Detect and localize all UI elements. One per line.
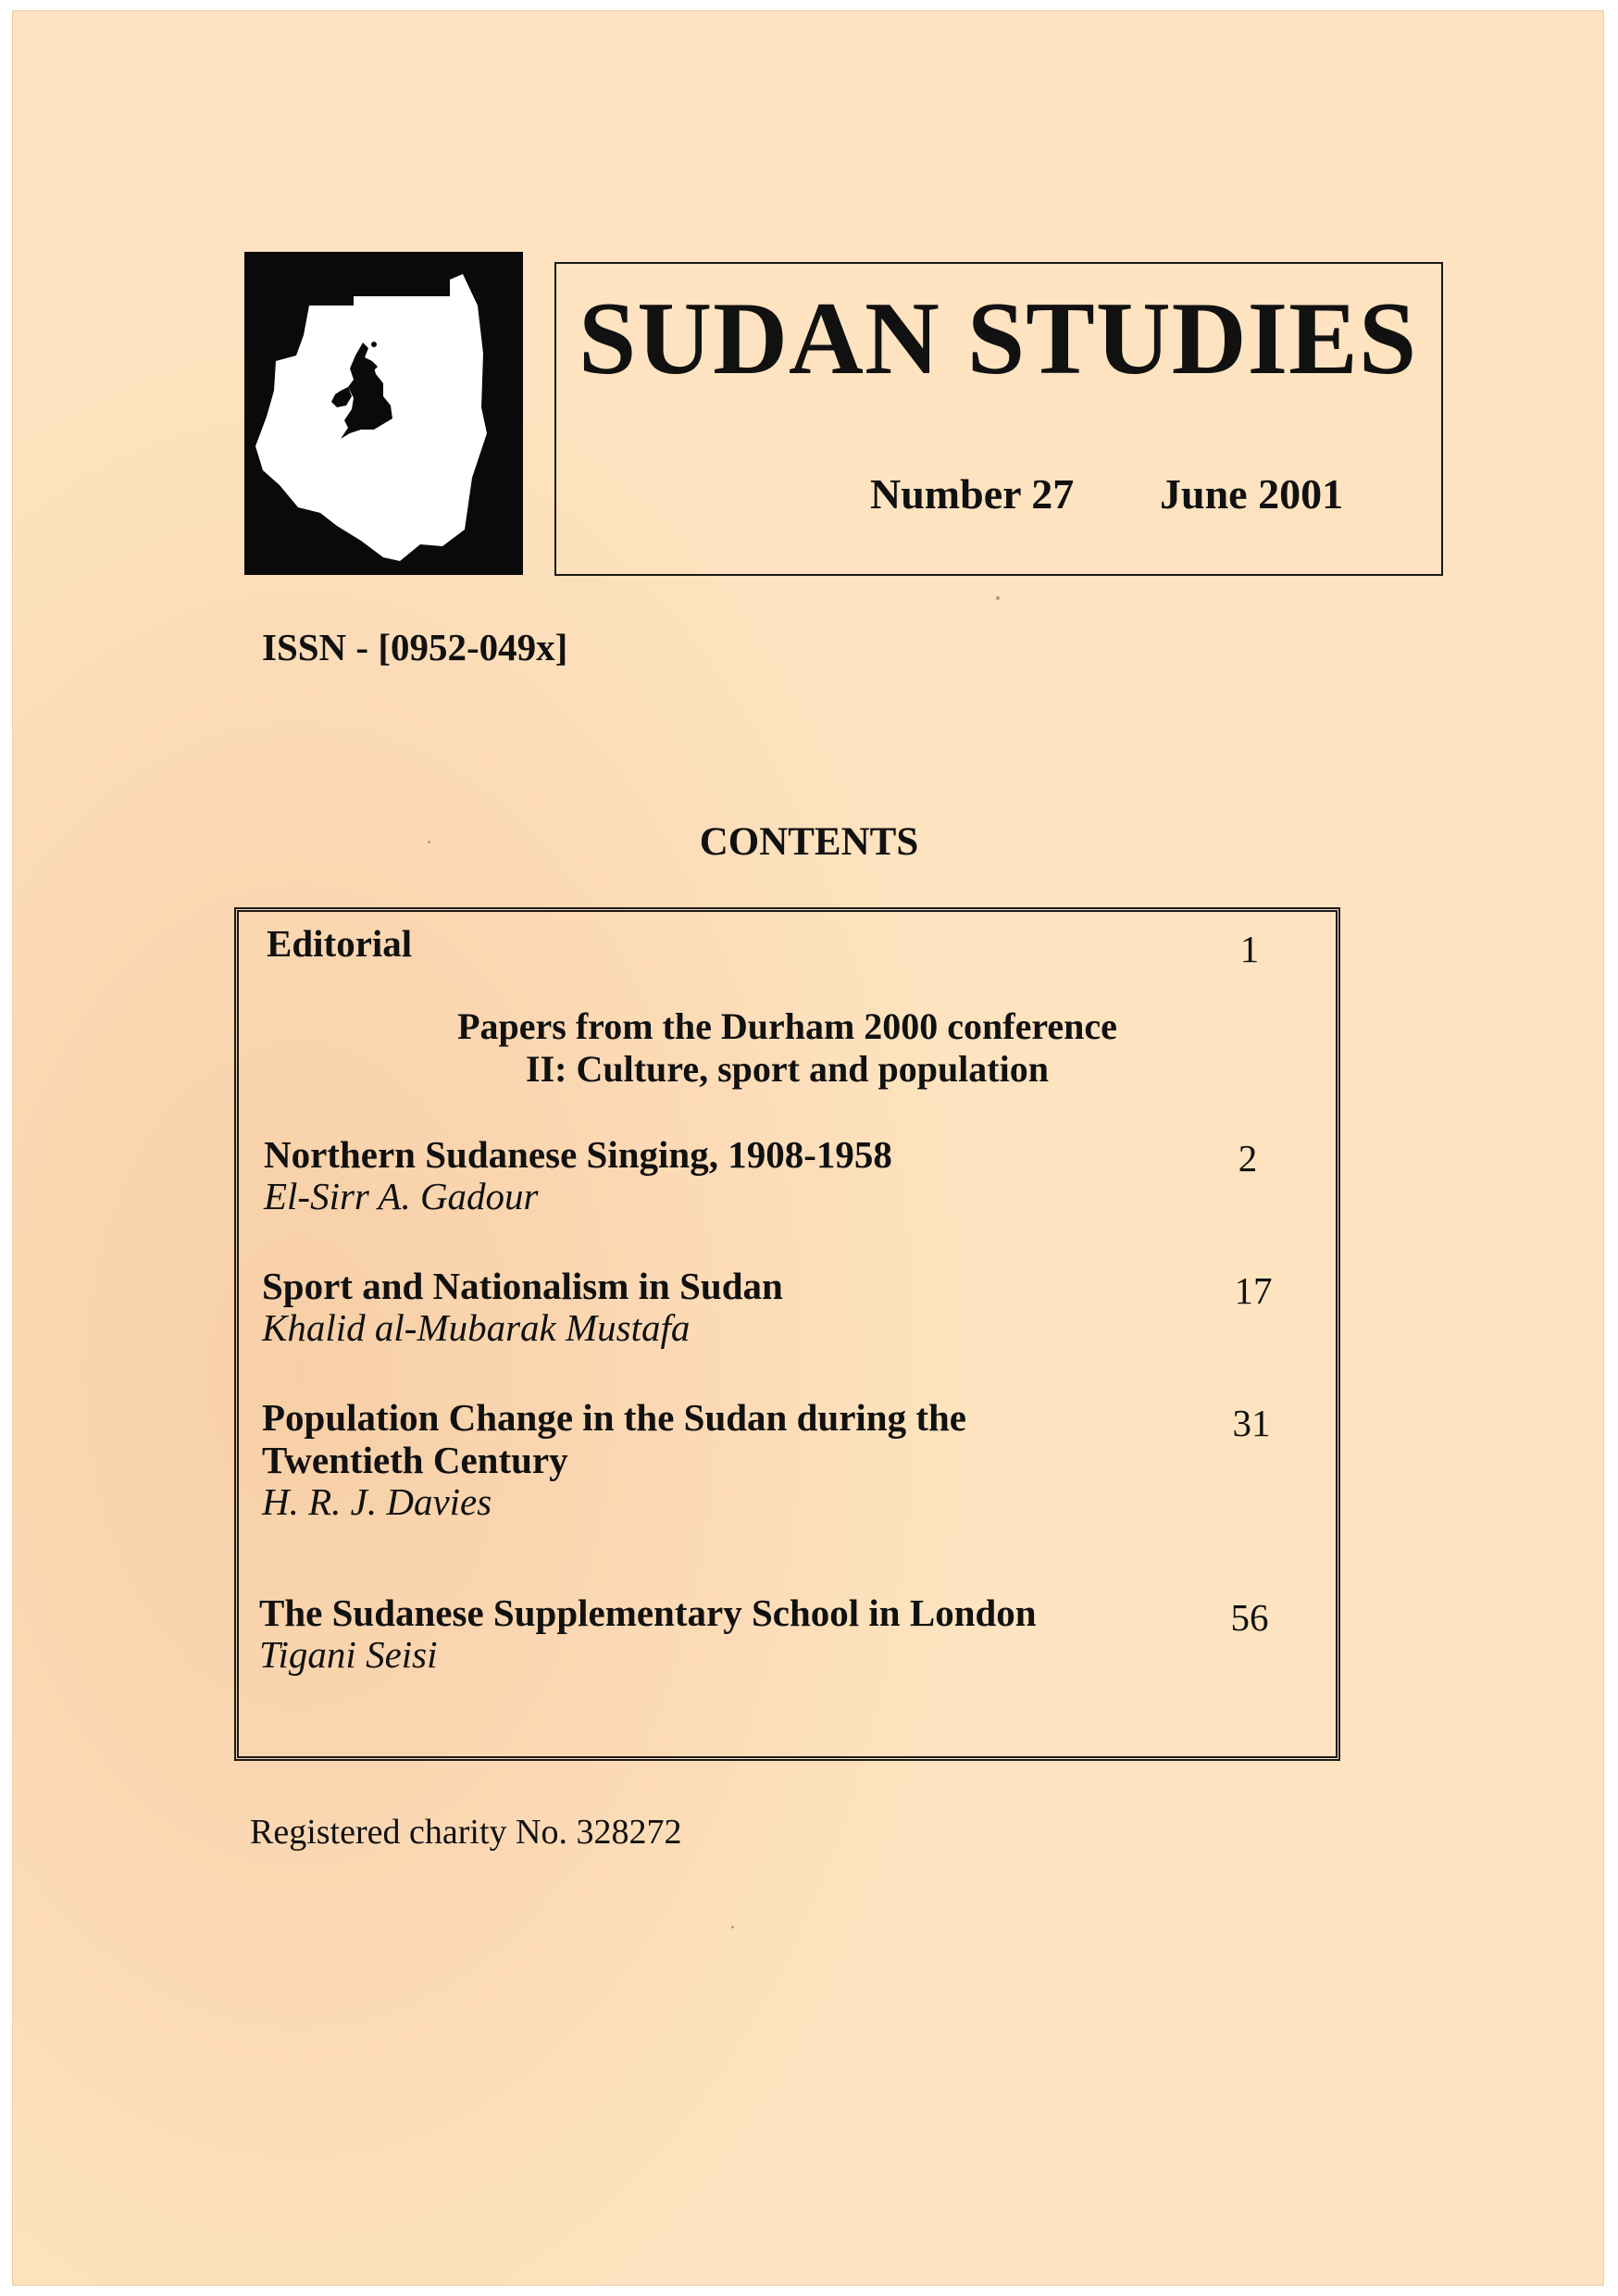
charity-registration: Registered charity No. 328272 (250, 1813, 682, 1852)
masthead-box (554, 262, 1443, 576)
toc-page-number: 1 (1239, 928, 1260, 970)
toc-entry-editorial: Editorial (267, 922, 413, 965)
toc-page-number: 17 (1234, 1269, 1273, 1312)
table-of-contents (234, 907, 1340, 1761)
toc-page-number: 31 (1232, 1402, 1271, 1444)
section-heading: Papers from the Durham 2000 conference (457, 1005, 1117, 1047)
paper-speck (996, 596, 1000, 600)
toc-entry-title: Northern Sudanese Singing, 1908-1958 (264, 1133, 892, 1176)
toc-entry-title: Sport and Nationalism in Sudan (262, 1265, 783, 1307)
section-subheading: II: Culture, sport and population (526, 1048, 1049, 1090)
toc-entry-author: Tigani Seisi (259, 1633, 438, 1676)
toc-entry-author: El-Sirr A. Gadour (264, 1175, 539, 1217)
sudan-map-with-britain-icon (244, 252, 523, 575)
issue-date: June 2001 (1160, 470, 1344, 518)
toc-entry-author: Khalid al-Mubarak Mustafa (262, 1306, 691, 1349)
toc-page-number: 2 (1238, 1137, 1258, 1179)
contents-heading: CONTENTS (699, 820, 919, 864)
issue-number: Number 27 (870, 470, 1075, 518)
journal-title: SUDAN STUDIES (579, 281, 1418, 396)
paper-speck (428, 841, 430, 843)
paper-speck (731, 1926, 734, 1928)
toc-entry-title: Population Change in the Sudan during the (262, 1396, 967, 1439)
toc-page-number: 56 (1230, 1596, 1269, 1639)
toc-entry-title-continued: Twentieth Century (262, 1439, 568, 1481)
toc-entry-author: H. R. J. Davies (262, 1480, 492, 1523)
toc-entry-title: The Sudanese Supplementary School in London (259, 1591, 1037, 1634)
issn-number: ISSN - [0952-049x] (262, 626, 568, 668)
